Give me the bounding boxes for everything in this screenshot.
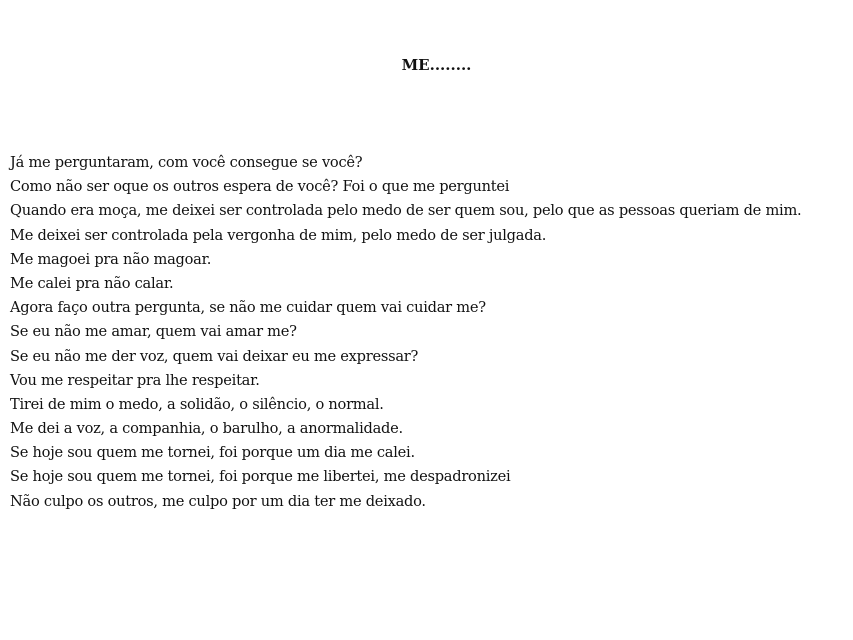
poem-line: Me dei a voz, a companhia, o barulho, a anormalidade. (10, 420, 403, 438)
poem-body (10, 151, 853, 514)
poem-line: Quando era moça, me deixei ser controlada pelo medo de ser quem sou, pelo que as pessoas queriam de mim. (10, 202, 802, 220)
poem-line: Não culpo os outros, me culpo por um dia ter me deixado. (10, 492, 426, 510)
poem-line: Me deixei ser controlada pela vergonha de mim, pelo medo de ser julgada. (10, 226, 547, 244)
poem-line: Se eu não me der voz, quem vai deixar eu me expressar? (10, 347, 419, 365)
poem-line: Me magoei pra não magoar. (10, 250, 212, 268)
poem-line: Vou me respeitar pra lhe respeitar. (10, 371, 260, 389)
poem-line: Se eu não me amar, quem vai amar me? (10, 323, 297, 341)
poem-line: Me calei pra não calar. (10, 274, 174, 292)
poem-line: Agora faço outra pergunta, se não me cuidar quem vai cuidar me? (10, 299, 486, 317)
poem-line: Já me perguntaram, com você consegue se você? (10, 154, 363, 171)
poem-line: Tirei de mim o medo, a solidão, o silêncio, o normal. (10, 395, 384, 413)
poem-line: Se hoje sou quem me tornei, foi porque me libertei, me despadronizei (10, 468, 511, 486)
document-title: ME........ (401, 56, 472, 74)
poem-line: Se hoje sou quem me tornei, foi porque um dia me calei. (10, 444, 415, 462)
poem-line: Como não ser oque os outros espera de você? Foi o que me perguntei (10, 178, 510, 196)
